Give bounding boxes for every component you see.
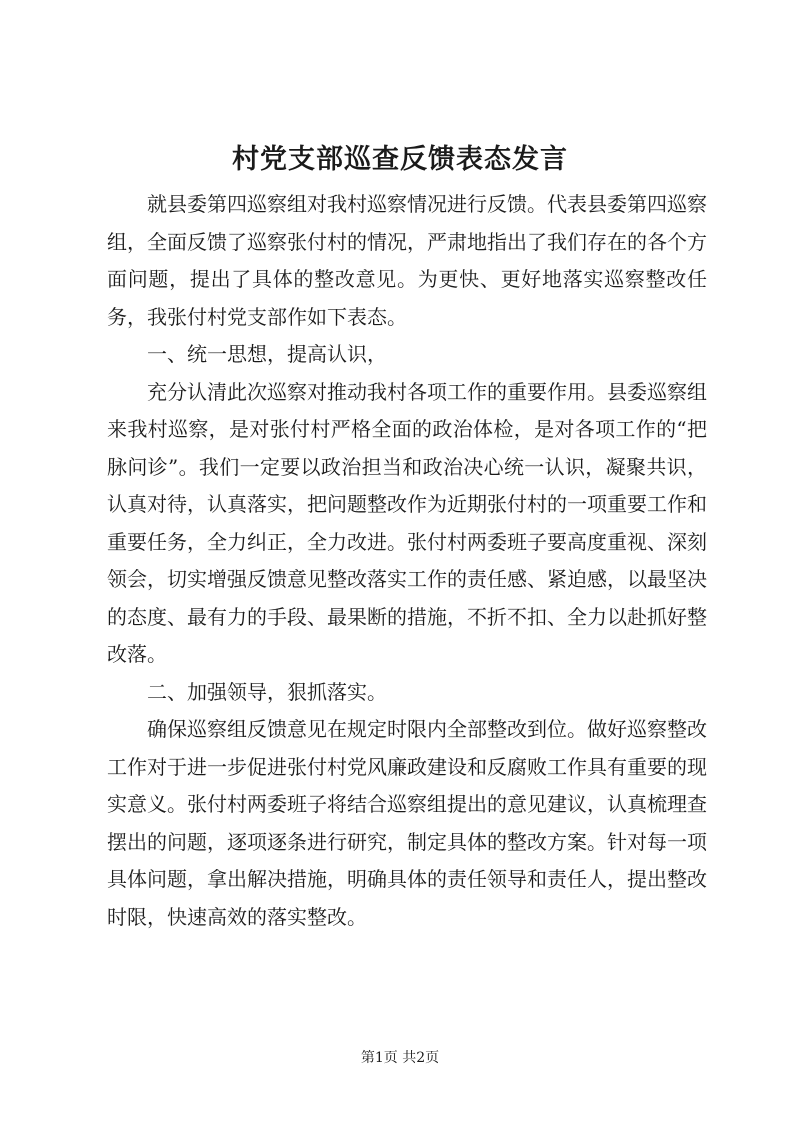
paragraph-section-2: 确保巡察组反馈意见在规定时限内全部整改到位。做好巡察整改工作对于进一步促进张付村党风廉政建设和反腐败工作具有重要的现实意义。张付村两委班子将结合巡察组提出的意见建议，认真梳理查摆出的问题，逐项逐条进行研究，制定具体的整改方案。针对每一项具体问题，拿出解决措施，明确具体的责任领导和责任人，提出整改时限，快速高效的落实整改。 [107,717,707,929]
paragraph-section-1: 充分认清此次巡察对推动我村各项工作的重要作用。县委巡察组来我村巡察，是对张付村严格全面的政治体检，是对各项工作的“把脉问诊”。我们一定要以政治担当和政治决心统一认识，凝聚共识，认真对待，认真落实，把问题整改作为近期张付村的一项重要工作和重要任务，全力纠正，全力改进。张付村两委班子要高度重视、深刻领会，切实增强反馈意见整改落实工作的责任感、紧迫感，以最坚决的态度、最有力的手段、最果断的措施，不折不扣、全力以赴抓好整改落。 [107,379,707,666]
document-body [107,186,707,936]
section-heading-1: 一、统一思想，提高认识， [147,342,387,366]
page-footer: 第1页 共2页 [360,1050,440,1066]
section-heading-2: 二、加强领导，狠抓落实。 [147,679,387,704]
paragraph-intro: 就县委第四巡察组对我村巡察情况进行反馈。代表县委第四巡察组，全面反馈了巡察张付村的情况，严肃地指出了我们存在的各个方面问题，提出了具体的整改意见。为更快、更好地落实巡察整改任务，我张付村党支部作如下表态。 [107,192,707,329]
document-title: 村党支部巡查反馈表态发言 [232,144,568,175]
